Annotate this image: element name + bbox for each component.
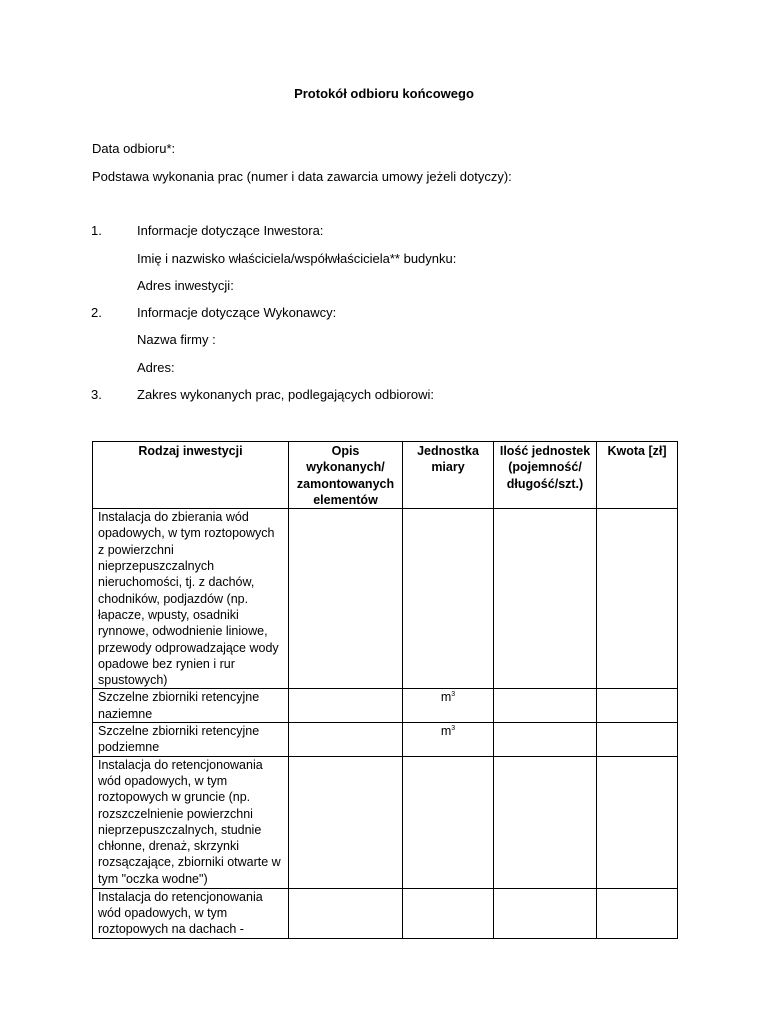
row-1-quantity-cell[interactable] bbox=[494, 509, 597, 689]
table-row bbox=[93, 888, 678, 938]
row-3-unit-exponent: 3 bbox=[451, 725, 456, 733]
row-1-amount-cell[interactable] bbox=[597, 509, 678, 689]
contractor-address-label: Adres: bbox=[137, 360, 175, 375]
date-label: Data odbioru*: bbox=[92, 141, 176, 156]
table-row bbox=[93, 756, 678, 888]
row-2-unit-exponent: 3 bbox=[451, 691, 456, 699]
investor-owner-label: Imię i nazwisko właściciela/współwłaściciela** budynku: bbox=[137, 251, 457, 266]
table-row bbox=[93, 689, 678, 723]
row-2-quantity-cell[interactable] bbox=[494, 689, 597, 723]
works-table bbox=[92, 441, 678, 939]
contractor-company-label: Nazwa firmy : bbox=[137, 332, 216, 347]
row-1-description-cell[interactable] bbox=[289, 509, 403, 689]
table-row bbox=[93, 723, 678, 757]
row-5-description-cell[interactable] bbox=[289, 888, 403, 938]
header-unit: Jednostka miary bbox=[403, 442, 494, 509]
document-title: Protokół odbioru końcowego bbox=[294, 86, 474, 101]
row-5-type: Instalacja do retencjonowania wód opadowych, w tym roztopowych na dachach - bbox=[93, 888, 289, 938]
section-1-label: Informacje dotyczące Inwestora: bbox=[137, 223, 324, 238]
header-quantity: Ilość jednostek (pojemność/ długość/szt.) bbox=[494, 442, 597, 509]
row-4-unit-cell bbox=[403, 756, 494, 888]
row-1-unit-cell bbox=[403, 509, 494, 689]
row-2-amount-cell[interactable] bbox=[597, 689, 678, 723]
header-description: Opis wykonanych/ zamontowanych elementów bbox=[289, 442, 403, 509]
table-row bbox=[93, 509, 678, 689]
row-3-quantity-cell[interactable] bbox=[494, 723, 597, 757]
row-3-unit: m bbox=[440, 724, 452, 739]
row-2-unit: m bbox=[440, 690, 452, 705]
table-header-row bbox=[93, 442, 678, 509]
basis-label: Podstawa wykonania prac (numer i data zawarcia umowy jeżeli dotyczy): bbox=[92, 169, 512, 184]
section-2-label: Informacje dotyczące Wykonawcy: bbox=[137, 305, 337, 320]
header-investment-type: Rodzaj inwestycji bbox=[93, 442, 289, 509]
row-3-unit-cell bbox=[403, 723, 494, 757]
row-5-unit-cell bbox=[403, 888, 494, 938]
row-3-description-cell[interactable] bbox=[289, 723, 403, 757]
investor-address-label: Adres inwestycji: bbox=[137, 278, 234, 293]
section-3-number: 3. bbox=[91, 387, 102, 402]
row-5-amount-cell[interactable] bbox=[597, 888, 678, 938]
row-2-type: Szczelne zbiorniki retencyjne naziemne bbox=[93, 689, 289, 723]
row-4-quantity-cell[interactable] bbox=[494, 756, 597, 888]
header-amount: Kwota [zł] bbox=[597, 442, 678, 509]
row-2-description-cell[interactable] bbox=[289, 689, 403, 723]
section-3-label: Zakres wykonanych prac, podlegających odbiorowi: bbox=[137, 387, 434, 402]
row-4-amount-cell[interactable] bbox=[597, 756, 678, 888]
row-3-type: Szczelne zbiorniki retencyjne podziemne bbox=[93, 723, 289, 757]
row-4-type: Instalacja do retencjonowania wód opadowych, w tym roztopowych w gruncie (np. rozszczelnienie powierzchni nieprzepuszczalnych, studnie chłonne, drenaż, skrzynki rozsączające, zbiorniki otwarte w tym "oczka wodne") bbox=[93, 756, 289, 888]
row-3-amount-cell[interactable] bbox=[597, 723, 678, 757]
section-2-number: 2. bbox=[91, 305, 102, 320]
row-5-quantity-cell[interactable] bbox=[494, 888, 597, 938]
row-1-type: Instalacja do zbierania wód opadowych, w tym roztopowych z powierzchni nieprzepuszczalnych nieruchomości, tj. z dachów, chodników, podjazdów (np. łapacze, wpusty, osadniki rynnowe, odwodnienie liniowe, przewody odprowadzające wody opadowe bez rynien i rur spustowych) bbox=[93, 509, 289, 689]
row-4-description-cell[interactable] bbox=[289, 756, 403, 888]
row-2-unit-cell bbox=[403, 689, 494, 723]
section-1-number: 1. bbox=[91, 223, 102, 238]
